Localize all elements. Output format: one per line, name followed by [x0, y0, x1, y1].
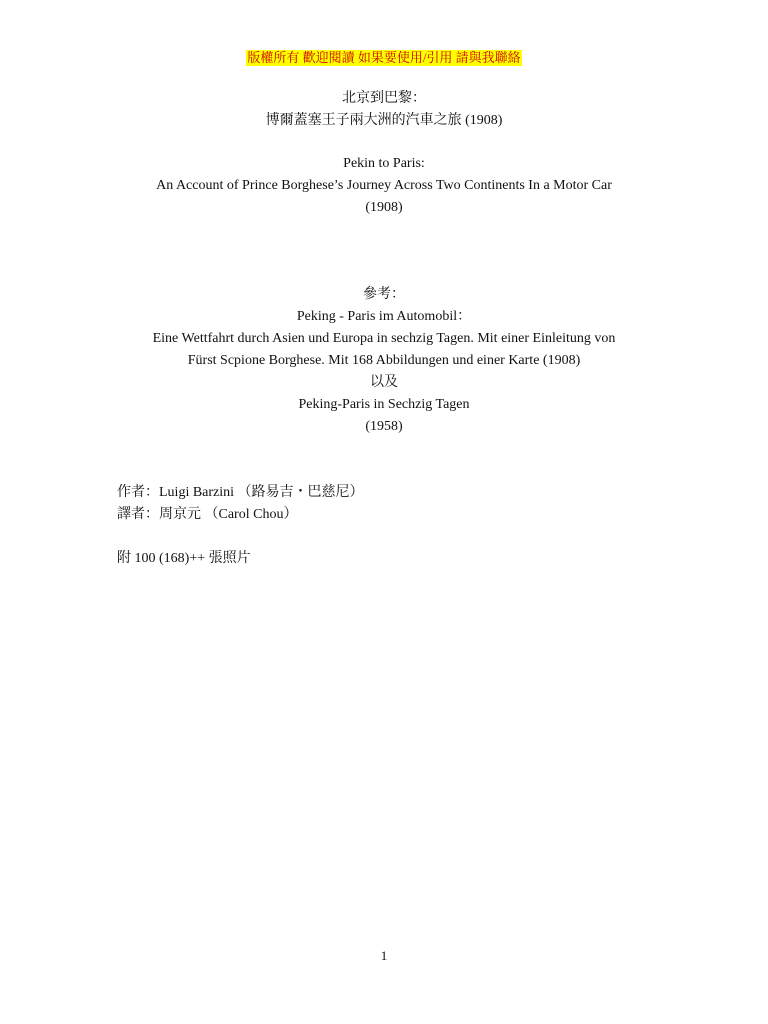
copyright-notice-row	[0, 49, 768, 67]
reference-de2-line2: (1958)	[365, 419, 403, 434]
reference-de-line1: Peking - Paris im Automobil：	[296, 309, 472, 324]
title-en-line1: Pekin to Paris:	[343, 156, 425, 171]
reference-de2-line1: Peking-Paris in Sechzig Tagen	[298, 397, 470, 412]
photos-line: 附 100 (168)++ 張照片	[117, 551, 251, 566]
reference-heading: 參考：	[363, 287, 405, 302]
title-en-line3: (1908)	[365, 200, 403, 215]
author-line: 作者：Luigi Barzini （路易吉・巴慈尼）	[117, 485, 364, 500]
title-en-line2: An Account of Prince Borghese’s Journey Across Two Continents In a Motor Car	[156, 178, 612, 193]
reference-de-line2: Eine Wettfahrt durch Asien und Europa in sechzig Tagen. Mit einer Einleitung von	[152, 331, 616, 346]
title-zh-line1: 北京到巴黎：	[342, 91, 426, 106]
reference-and: 以及	[370, 375, 398, 390]
copyright-notice: 版權所有 歡迎閱讀 如果要使用/引用 請與我聯絡	[247, 50, 521, 65]
page-number: 1	[380, 948, 388, 963]
title-zh-line2: 博爾蓋塞王子兩大洲的汽車之旅 (1908)	[265, 113, 503, 128]
translator-line: 譯者：周京元 （Carol Chou）	[117, 507, 298, 522]
reference-de-line3: Fürst Scpione Borghese. Mit 168 Abbildungen und einer Karte (1908)	[187, 353, 581, 368]
